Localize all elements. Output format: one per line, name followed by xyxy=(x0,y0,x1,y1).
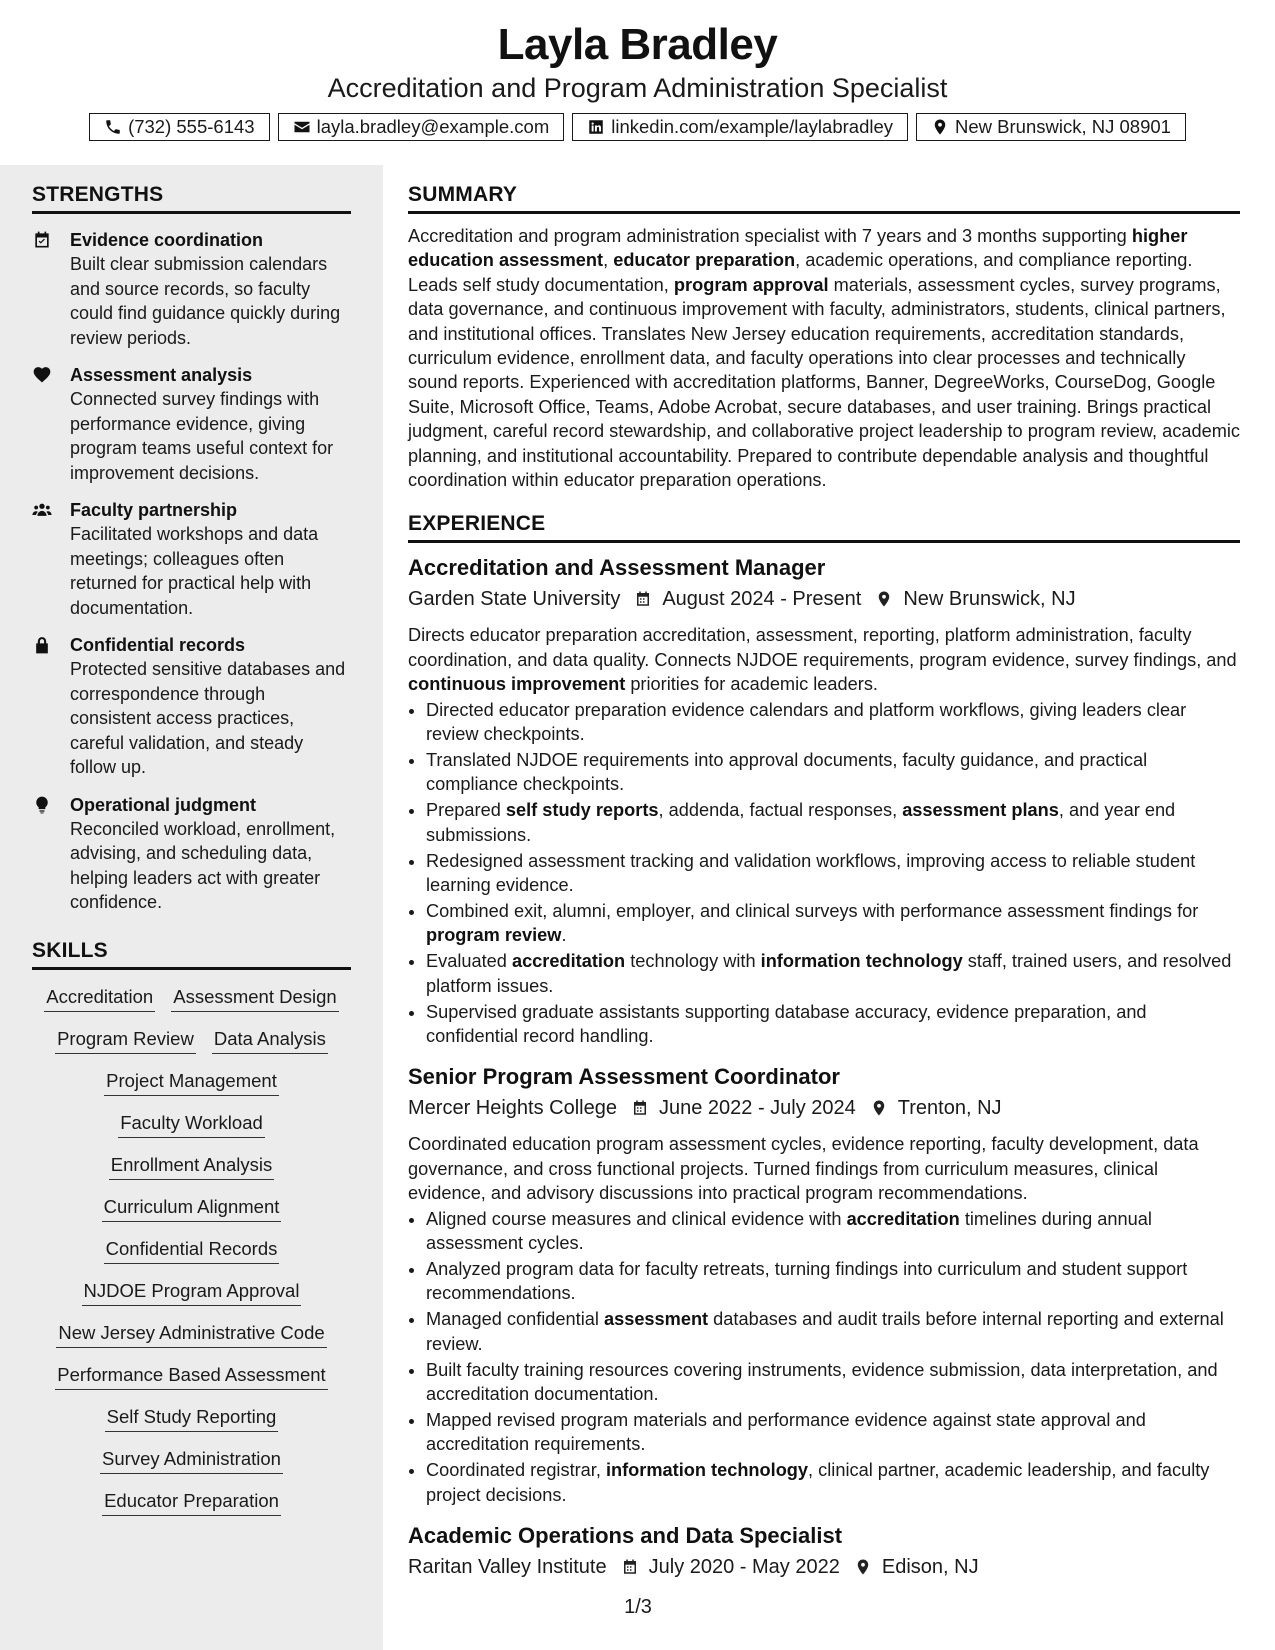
strength-title: Faculty partnership xyxy=(70,500,238,520)
job-dates: June 2022 - July 2024 xyxy=(658,1097,856,1120)
calendar-icon xyxy=(634,590,652,608)
map-marker-icon xyxy=(931,118,949,136)
strength-title: Assessment analysis xyxy=(70,365,253,385)
strength-item xyxy=(32,633,351,780)
skill-tag: Performance Based Assessment xyxy=(55,1362,327,1390)
heart-icon xyxy=(32,365,52,385)
job-title: Academic Operations and Data Specialist xyxy=(408,1522,843,1548)
lightbulb-icon xyxy=(32,795,52,815)
users-icon xyxy=(32,500,52,520)
strength-text: Connected survey findings with performance evidence, giving program teams useful context for improvement decisions. xyxy=(70,389,334,483)
map-marker-icon xyxy=(875,590,893,608)
contact-linkedin[interactable] xyxy=(572,113,908,141)
location-text: New Brunswick, NJ 08901 xyxy=(955,116,1171,137)
job-location: New Brunswick, NJ xyxy=(903,588,1076,611)
job-meta xyxy=(408,1552,1240,1582)
lock-icon xyxy=(32,635,52,655)
job-location: Edison, NJ xyxy=(881,1555,979,1578)
strength-text: Reconciled workload, enrollment, advising, and scheduling data, helping leaders act with greater confidence. xyxy=(70,818,336,912)
main-content xyxy=(408,165,1240,1582)
contact-email[interactable] xyxy=(278,113,565,141)
phone-text: (732) 555-6143 xyxy=(128,116,255,137)
skill-tag: Educator Preparation xyxy=(102,1488,281,1516)
bullet-item: • Supervised graduate assistants supporting database accuracy, evidence preparation, and confidential record handling. xyxy=(426,1000,1240,1049)
candidate-name: Layla Bradley xyxy=(497,20,778,69)
page-number: 1/3 xyxy=(624,1596,652,1618)
sidebar xyxy=(0,165,383,1650)
job-description: Directs educator preparation accreditation, assessment, reporting, platform administration, faculty coordination, and data quality. Connects NJDOE requirements, program evidence, survey findings, and continuous improvement priorities for academic leaders. xyxy=(408,625,1237,695)
skill-tag: Survey Administration xyxy=(100,1446,283,1474)
job-bullets xyxy=(408,698,1240,1049)
strength-title: Evidence coordination xyxy=(70,230,264,250)
job-title: Senior Program Assessment Coordinator xyxy=(408,1064,840,1090)
bullet-item: • Directed educator preparation evidence calendars and platform workflows, giving leaders clear review checkpoints. xyxy=(426,698,1240,747)
linkedin-icon xyxy=(587,118,605,136)
strengths-heading: STRENGTHS xyxy=(32,183,351,214)
summary-text: Accreditation and program administration specialist with 7 years and 3 months supporting higher education assessment, educator preparation, academic operations, and compliance reporting. Leads self study documentation, program approval materials, assessment cycles, survey programs, data governance, and continuous improvement with faculty, administrators, students, clinical partners, and institutional offices. Translates New Jersey education requirements, accreditation standards, curriculum evidence, enrollment data, and faculty operations into clear processes and technically sound reports. Experienced with accreditation platforms, Banner, DegreeWorks, CourseDog, Google Suite, Microsoft Office, Teams, Adobe Acrobat, secure databases, and user training. Brings practical judgment, careful record stewardship, and collaborative project leadership to program review, academic planning, and institutional accountability. Prepared to contribute dependable analysis and thoughtful coordination within educator preparation operations. xyxy=(408,226,1240,491)
strength-text: Facilitated workshops and data meetings; colleagues often returned for practical help with documentation. xyxy=(70,524,319,618)
job-dates: August 2024 - Present xyxy=(662,588,862,611)
bullet-item: • Managed confidential assessment databases and audit trails before internal reporting and external review. xyxy=(426,1307,1240,1356)
job-entry xyxy=(408,1521,1240,1582)
skill-tag: Self Study Reporting xyxy=(105,1404,279,1432)
skill-tag: Confidential Records xyxy=(104,1236,280,1264)
envelope-icon xyxy=(293,118,311,136)
linkedin-text: linkedin.com/example/laylabradley xyxy=(611,116,894,137)
skill-tag: Data Analysis xyxy=(212,1026,328,1054)
job-meta xyxy=(408,1093,1240,1123)
strength-title: Operational judgment xyxy=(70,794,257,815)
bullet-item: • Evaluated accreditation technology with information technology staff, trained users, and resolved platform issues. xyxy=(426,949,1240,998)
job-company: Raritan Valley Institute xyxy=(408,1555,607,1578)
summary-heading: SUMMARY xyxy=(408,183,1240,214)
phone-icon xyxy=(104,118,122,136)
candidate-title: Accreditation and Program Administration Specialist xyxy=(327,73,948,103)
skill-tag: Project Management xyxy=(104,1068,279,1096)
job-company: Garden State University xyxy=(408,588,621,611)
skill-tag: NJDOE Program Approval xyxy=(82,1278,302,1306)
email-text: layla.bradley@example.com xyxy=(316,116,550,137)
skill-tag: Curriculum Alignment xyxy=(102,1194,282,1222)
contact-bar xyxy=(0,113,1275,141)
strength-item xyxy=(32,793,351,915)
skill-tag: Enrollment Analysis xyxy=(109,1152,274,1180)
strength-item xyxy=(32,363,351,485)
bullet-item: • Translated NJDOE requirements into approval documents, faculty guidance, and practical compliance checkpoints. xyxy=(426,748,1240,797)
calendar-icon xyxy=(631,1099,649,1117)
strength-text: Built clear submission calendars and source records, so faculty could find guidance quickly during review periods. xyxy=(70,254,341,348)
skill-tag: New Jersey Administrative Code xyxy=(56,1320,326,1348)
calendar-icon xyxy=(621,1558,639,1576)
job-company: Mercer Heights College xyxy=(408,1097,617,1120)
skill-tag: Program Review xyxy=(55,1026,196,1054)
skill-tag: Faculty Workload xyxy=(118,1110,265,1138)
job-dates: July 2020 - May 2022 xyxy=(648,1555,840,1578)
bullet-item: • Prepared self study reports, addenda, factual responses, assessment plans, and year end submissions. xyxy=(426,798,1240,847)
skills-heading: SKILLS xyxy=(32,939,351,970)
skills-list xyxy=(32,984,351,1516)
bullet-item: • Combined exit, alumni, employer, and clinical surveys with performance assessment findings for program review. xyxy=(426,899,1240,948)
job-title: Accreditation and Assessment Manager xyxy=(408,555,826,581)
job-entry xyxy=(408,1062,1240,1507)
job-entry xyxy=(408,553,1240,1048)
resume-header xyxy=(0,0,1275,165)
job-location: Trenton, NJ xyxy=(897,1097,1002,1120)
strength-item xyxy=(32,228,351,350)
strength-item xyxy=(32,498,351,620)
map-marker-icon xyxy=(854,1558,872,1576)
bullet-item: • Redesigned assessment tracking and validation workflows, improving access to reliable student learning evidence. xyxy=(426,849,1240,898)
job-description: Coordinated education program assessment cycles, evidence reporting, faculty development, data governance, and cross functional projects. Turned findings from curriculum measures, clinical evidence, and advisory discussions into practical program recommendations. xyxy=(408,1134,1199,1204)
calendar-check-icon xyxy=(32,230,52,250)
job-bullets xyxy=(408,1207,1240,1507)
map-marker-icon xyxy=(870,1099,888,1117)
job-meta xyxy=(408,584,1240,614)
experience-heading: EXPERIENCE xyxy=(408,512,1240,543)
skill-tag: Assessment Design xyxy=(171,984,338,1012)
bullet-item: • Coordinated registrar, information technology, clinical partner, academic leadership, and faculty project decisions. xyxy=(426,1458,1240,1507)
bullet-item: • Analyzed program data for faculty retreats, turning findings into curriculum and student support recommendations. xyxy=(426,1257,1240,1306)
contact-location xyxy=(916,113,1186,141)
strength-text: Protected sensitive databases and correspondence through consistent access practices, careful validation, and steady follow up. xyxy=(70,659,346,777)
skill-tag: Accreditation xyxy=(44,984,155,1012)
bullet-item: • Aligned course measures and clinical evidence with accreditation timelines during annual assessment cycles. xyxy=(426,1207,1240,1256)
strength-title: Confidential records xyxy=(70,635,246,655)
contact-phone[interactable] xyxy=(89,113,270,141)
bullet-item: • Built faculty training resources covering instruments, evidence submission, data interpretation, and accreditation documentation. xyxy=(426,1358,1240,1407)
bullet-item: • Mapped revised program materials and performance evidence against state approval and accreditation requirements. xyxy=(426,1408,1240,1457)
